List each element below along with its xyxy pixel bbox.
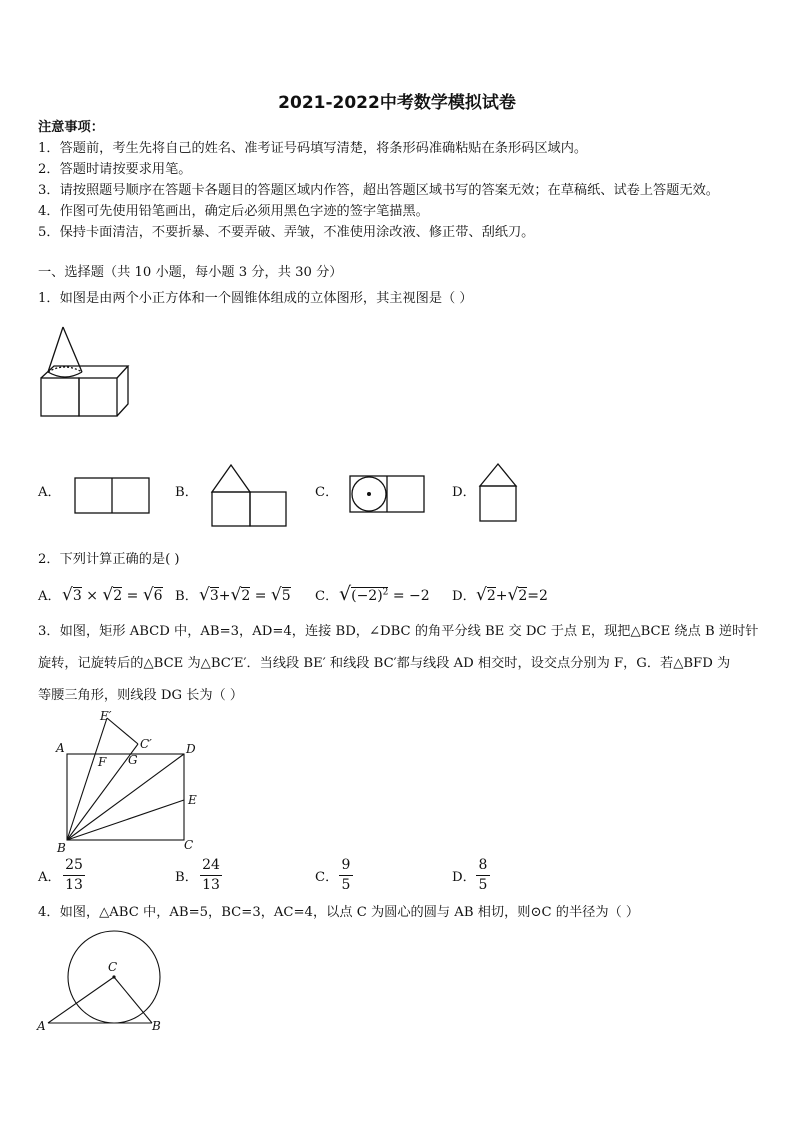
q2-label-c: C． bbox=[315, 589, 339, 604]
q1-label-a: A． bbox=[38, 485, 61, 500]
question-2-stem: 2．下列计算正确的是( ) bbox=[38, 552, 180, 567]
q2-label-a: A． bbox=[38, 589, 61, 604]
q3-label-A: A bbox=[56, 741, 65, 755]
notice-item: 2．答题时请按要求用笔。 bbox=[38, 162, 192, 177]
q4-label-C: C bbox=[108, 960, 118, 974]
question-3-line: 3．如图，矩形 ABCD 中，AB=3，AD=4，连接 BD，∠DBC 的角平分线 BE 交 DC 于点 E，现把△BCE 绕点 B 逆时针 bbox=[38, 624, 759, 639]
notice-item: 5．保持卡面清洁，不要折暴、不要弄破、弄皱，不准使用涂改液、修正带、刮纸刀。 bbox=[38, 225, 535, 240]
q3-label-a: A． bbox=[38, 870, 61, 885]
q1-option-b-figure bbox=[209, 462, 289, 530]
notice-item: 1．答题前，考生先将自己的姓名、准考证号码填写清楚，将条形码准确粘贴在条形码区域内。 bbox=[38, 141, 588, 156]
q2-label-d: D． bbox=[452, 589, 476, 604]
q4-label-B: B bbox=[152, 1019, 161, 1033]
q3-label-E: E bbox=[188, 793, 197, 807]
q3-label-B: B bbox=[57, 841, 66, 855]
q2-option-a: √3 × √2 = √6 bbox=[62, 585, 163, 605]
q3-choice-d: 8 5 bbox=[476, 857, 490, 894]
q3-label-C-prime: C′ bbox=[140, 737, 152, 751]
q3-label-b: B． bbox=[175, 870, 198, 885]
q2-option-d: √2+√2=2 bbox=[476, 585, 548, 605]
q3-label-D: D bbox=[186, 742, 196, 756]
notice-heading: 注意事项： bbox=[38, 120, 104, 135]
q1-label-c: C． bbox=[315, 485, 339, 500]
q1-label-d: D． bbox=[452, 485, 476, 500]
question-3-line: 旋转，记旋转后的△BCE 为△BC′E′．当线段 BE′ 和线段 BC′都与线段 AD 相交时，设交点分别为 F，G．若△BFD 为 bbox=[38, 656, 731, 671]
q3-choice-a: 25 13 bbox=[63, 857, 85, 894]
notice-item: 3．请按照题号顺序在答题卡各题目的答题区域内作答，超出答题区域书写的答案无效；在草稿纸、试卷上答题无效。 bbox=[38, 183, 719, 198]
question-4-stem: 4．如图，△ABC 中，AB=5，BC=3，AC=4，以点 C 为圆心的圆与 AB 相切，则⊙C 的半径为（ ） bbox=[38, 905, 640, 920]
q1-option-c-figure bbox=[348, 474, 428, 514]
q1-solid-figure bbox=[36, 322, 132, 422]
q2-label-b: B． bbox=[175, 589, 198, 604]
q3-rectangle-figure bbox=[50, 706, 210, 856]
q1-label-b: B． bbox=[175, 485, 198, 500]
q1-option-d-figure bbox=[478, 462, 522, 524]
q3-label-C: C bbox=[184, 838, 194, 852]
q4-label-A: A bbox=[37, 1019, 46, 1033]
q3-label-G: G bbox=[128, 753, 138, 767]
q3-label-F: F bbox=[98, 755, 107, 769]
question-1-stem: 1．如图是由两个小正方体和一个圆锥体组成的立体图形，其主视图是（ ） bbox=[38, 291, 473, 306]
section-heading: 一、选择题（共 10 小题，每小题 3 分，共 30 分） bbox=[38, 265, 343, 280]
q3-label-d: D． bbox=[452, 870, 476, 885]
q4-circle-figure bbox=[34, 930, 174, 1036]
q2-option-b: √3+√2 = √5 bbox=[199, 585, 291, 605]
question-3-line: 等腰三角形，则线段 DG 长为（ ） bbox=[38, 688, 244, 703]
q3-label-E-prime: E′ bbox=[100, 709, 112, 723]
q2-option-c: $√(-2)^2 = -2$ bbox=[339, 583, 430, 605]
q3-choice-c: 9 5 bbox=[339, 857, 353, 894]
page-title: 2021-2022中考数学模拟试卷 bbox=[278, 93, 516, 113]
q3-choice-b: 24 13 bbox=[200, 857, 222, 894]
q1-option-a-figure bbox=[73, 476, 151, 516]
q3-label-c: C． bbox=[315, 870, 339, 885]
notice-item: 4．作图可先使用铅笔画出，确定后必须用黑色字迹的签字笔描黑。 bbox=[38, 204, 429, 219]
